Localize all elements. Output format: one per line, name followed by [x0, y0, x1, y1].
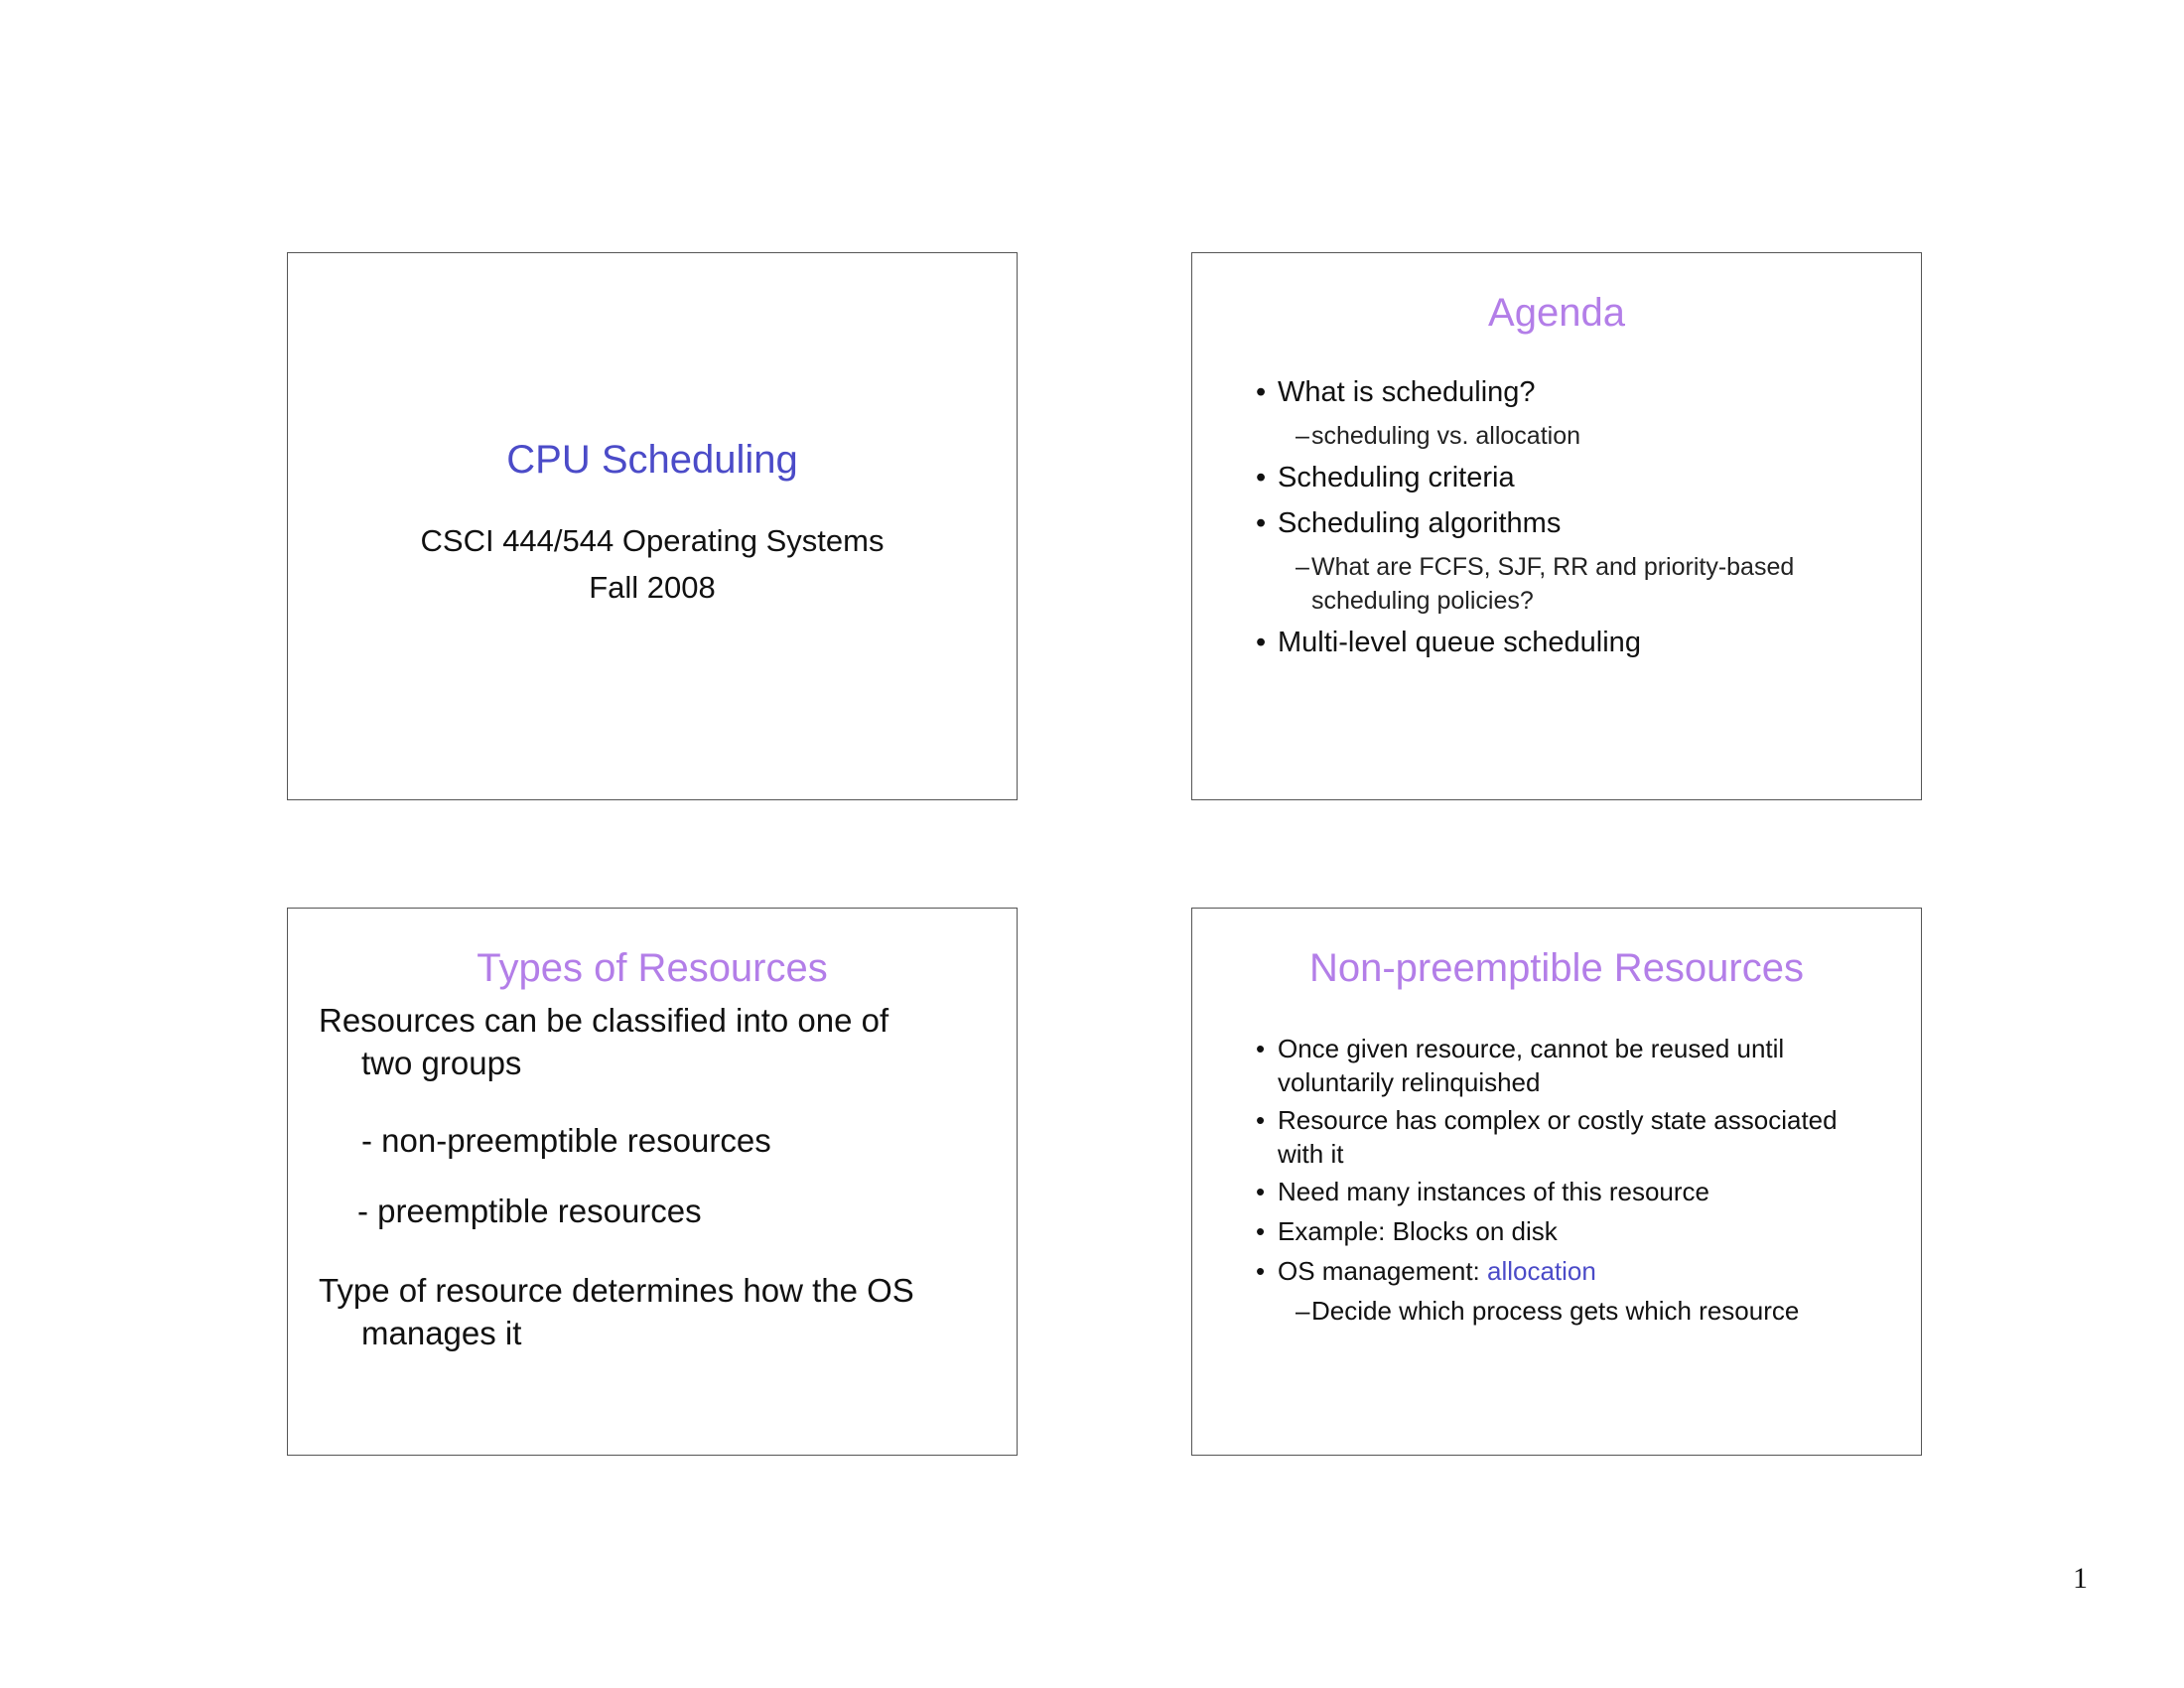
bullet-icon: •: [1256, 1216, 1266, 1246]
slide-cpu-scheduling: [287, 252, 1018, 800]
bullet-item-continued: with it: [1278, 1139, 1344, 1169]
agenda-item: • Scheduling algorithms: [1256, 507, 1562, 539]
paragraph-line: Resources can be classified into one of: [319, 1002, 889, 1039]
slide-title: Agenda: [1488, 291, 1625, 335]
bullet-item-continued: voluntarily relinquished: [1278, 1067, 1541, 1097]
paragraph-line: two groups: [361, 1045, 522, 1081]
bullet-icon: •: [1256, 376, 1267, 408]
bullet-item: • Resource has complex or costly state associated: [1256, 1105, 1838, 1135]
bullet-subitem: –Decide which process gets which resource: [1296, 1296, 1800, 1326]
bullet-icon: •: [1256, 507, 1267, 539]
resource-type-item: - non-preemptible resources: [361, 1122, 771, 1159]
allocation-term: allocation: [1487, 1256, 1596, 1286]
paragraph-line: manages it: [361, 1315, 522, 1351]
bullet-icon: •: [1256, 462, 1267, 493]
agenda-subitem-continued: scheduling policies?: [1311, 587, 1534, 615]
bullet-icon: •: [1256, 1105, 1266, 1135]
resource-type-item: - preemptible resources: [357, 1193, 702, 1229]
bullet-item: • OS management: allocation: [1256, 1256, 1596, 1286]
bullet-item: • Need many instances of this resource: [1256, 1177, 1709, 1206]
slide-non-preemptible-resources: [1191, 908, 1922, 1456]
course-name: CSCI 444/544 Operating Systems: [420, 523, 885, 558]
bullet-item: • Example: Blocks on disk: [1256, 1216, 1558, 1246]
dash-icon: –: [1296, 422, 1309, 450]
agenda-subitem: –What are FCFS, SJF, RR and priority-based: [1296, 553, 1795, 581]
agenda-item: • Scheduling criteria: [1256, 462, 1515, 493]
slide-agenda: [1191, 252, 1922, 800]
bullet-icon: •: [1256, 1034, 1266, 1063]
agenda-item: • Multi-level queue scheduling: [1256, 627, 1641, 658]
page-number: 1: [2073, 1562, 2088, 1595]
slide-title: CPU Scheduling: [506, 438, 798, 482]
dash-icon: –: [1296, 553, 1309, 581]
slide-title: Non-preemptible Resources: [1308, 946, 1804, 990]
dash-icon: –: [1296, 1296, 1310, 1326]
bullet-icon: •: [1256, 1256, 1266, 1286]
agenda-item: • What is scheduling?: [1256, 376, 1536, 408]
agenda-subitem: –scheduling vs. allocation: [1296, 422, 1580, 450]
bullet-item: • Once given resource, cannot be reused until: [1256, 1034, 1785, 1063]
bullet-icon: •: [1256, 627, 1267, 658]
paragraph-line: Type of resource determines how the OS: [319, 1272, 914, 1309]
slide-title: Types of Resources: [477, 946, 828, 990]
term: Fall 2008: [589, 570, 716, 605]
bullet-icon: •: [1256, 1177, 1266, 1206]
slide-types-of-resources: [287, 908, 1018, 1456]
